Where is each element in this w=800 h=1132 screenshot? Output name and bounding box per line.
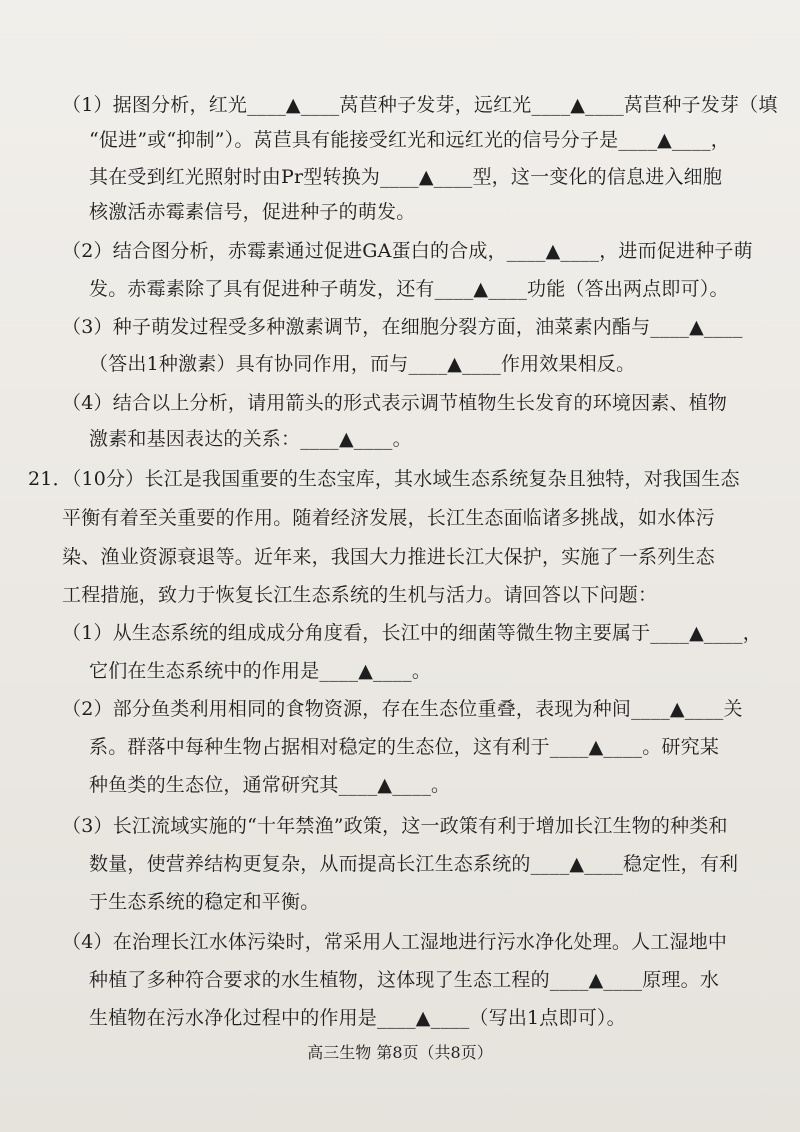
page-footer: 高三生物 第8页（共8页） xyxy=(307,1043,493,1062)
text-line-q3: （3）种子萌发过程受多种激素调节，在细胞分裂方面，油菜素内酯与____▲____ xyxy=(62,316,743,338)
text-line-21-3: （3）长江流域实施的“十年禁渔”政策，这一政策有利于增加长江生物的种类和 xyxy=(62,815,728,837)
text-line: 核激活赤霉素信号，促进种子的萌发。 xyxy=(89,201,416,223)
question-21-stem: 21．（10分）长江是我国重要的生态宝库，其水域生态系统复杂且独特，对我国生态 xyxy=(28,468,740,490)
text-line: 它们在生态系统中的作用是____▲____。 xyxy=(89,660,432,682)
text-line: 系。群落中每种生物占据相对稳定的生态位，这有利于____▲____。研究某 xyxy=(89,736,720,758)
text-line-21-4: （4）在治理长江水体污染时，常采用人工湿地进行污水净化处理。人工湿地中 xyxy=(62,931,728,953)
text-line: 发。赤霉素除了具有促进种子萌发，还有____▲____功能（答出两点即可）。 xyxy=(89,278,729,300)
text-line: 激素和基因表达的关系：____▲____。 xyxy=(89,428,412,450)
text-line-q2: （2）结合图分析，赤霉素通过促进GA蛋白的合成，____▲____，进而促进种子萌 xyxy=(62,240,753,262)
text-line: 种鱼类的生态位，通常研究其____▲____。 xyxy=(89,774,451,796)
text-line: 种植了多种符合要求的水生植物，这体现了生态工程的____▲____原理。水 xyxy=(89,969,720,991)
text-line: “促进”或“抑制”）。莴苣具有能接受红光和远红光的信号分子是____▲____， xyxy=(89,129,730,151)
text-line: 平衡有着至关重要的作用。随着经济发展，长江生态面临诸多挑战，如水体污 xyxy=(62,507,715,529)
text-line: 于生态系统的稳定和平衡。 xyxy=(89,891,320,913)
text-line: 生植物在污水净化过程中的作用是____▲____（写出1点即可）。 xyxy=(89,1007,626,1029)
text-line-21-2: （2）部分鱼类利用相同的食物资源，存在生态位重叠，表现为种间____▲____关 xyxy=(62,698,743,720)
text-line-21-1: （1）从生态系统的组成成分角度看，长江中的细菌等微生物主要属于____▲____， xyxy=(62,622,762,644)
text-line-q1: （1）据图分析，红光____▲____莴苣种子发芽，远红光____▲____莴苣种子发芽（填 xyxy=(62,94,778,116)
text-line: 工程措施，致力于恢复长江生态系统的生机与活力。请回答以下问题： xyxy=(62,584,658,606)
text-line-q4: （4）结合以上分析，请用箭头的形式表示调节植物生长发育的环境因素、植物 xyxy=(62,392,728,414)
text-line: 染、渔业资源衰退等。近年来，我国大力推进长江大保护，实施了一系列生态 xyxy=(62,546,715,568)
text-line: 其在受到红光照射时由Pr型转换为____▲____型，这一变化的信息进入细胞 xyxy=(89,166,723,188)
text-line: （答出1种激素）具有协同作用，而与____▲____作用效果相反。 xyxy=(89,353,636,375)
text-line: 数量，使营养结构更复杂，从而提高长江生态系统的____▲____稳定性，有利 xyxy=(89,853,739,875)
